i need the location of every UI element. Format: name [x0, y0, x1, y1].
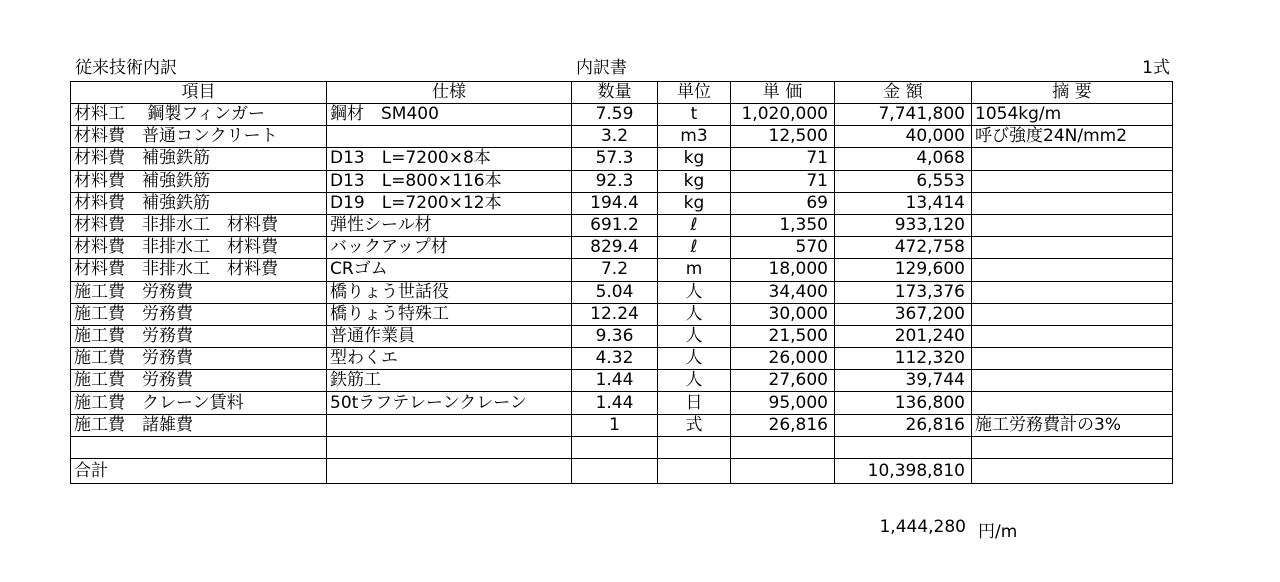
cell-quantity: 691.2 — [572, 214, 658, 236]
cell-unit-price: 26,000 — [731, 348, 835, 370]
cell-amount: 26,816 — [835, 414, 972, 436]
cell-quantity: 92.3 — [572, 170, 658, 192]
cell-amount: 472,758 — [835, 237, 972, 259]
table-row — [71, 126, 1173, 148]
cell-unit-price: 71 — [731, 170, 835, 192]
cell-unit-price: 69 — [731, 192, 835, 214]
cell-unit: 式 — [658, 414, 731, 436]
table-row — [71, 392, 1173, 414]
table-row — [71, 170, 1173, 192]
cell-unit: kg — [658, 170, 731, 192]
cell-note — [972, 281, 1173, 303]
cell-spec: 橋りょう特殊工 — [327, 303, 572, 325]
cell-amount: 4,068 — [835, 148, 972, 170]
cell-amount: 933,120 — [835, 214, 972, 236]
cell-quantity: 57.3 — [572, 148, 658, 170]
table-row — [71, 325, 1173, 347]
cell-note — [972, 392, 1173, 414]
cell-item: 材料費 補強鉄筋 — [71, 192, 327, 214]
cell-spec: 50tラフテレーンクレーン — [327, 392, 572, 414]
table-row — [71, 303, 1173, 325]
cell-note: 呼び強度24N/mm2 — [972, 126, 1173, 148]
cell-spec: 鋼材 SM400 — [327, 104, 572, 126]
table-row — [71, 104, 1173, 126]
cell-unit-price: 27,600 — [731, 370, 835, 392]
cell-spec: 型わくエ — [327, 348, 572, 370]
cell-unit-price — [731, 459, 835, 484]
cell-unit-price: 1,020,000 — [731, 104, 835, 126]
cell-unit: ℓ — [658, 214, 731, 236]
cell-quantity: 7.2 — [572, 259, 658, 281]
cell-unit: 人 — [658, 348, 731, 370]
cell-note — [972, 148, 1173, 170]
cell-amount: 136,800 — [835, 392, 972, 414]
table-row — [71, 214, 1173, 236]
cell-unit: 人 — [658, 281, 731, 303]
table-row — [71, 148, 1173, 170]
cell-item: 合計 — [71, 459, 327, 484]
cell-spec: D19 L=7200×12本 — [327, 192, 572, 214]
cell-unit-price: 1,350 — [731, 214, 835, 236]
column-header-unit-price: 単 価 — [731, 82, 835, 104]
cell-note — [972, 259, 1173, 281]
cell-quantity: 829.4 — [572, 237, 658, 259]
cell-spec: 弾性シール材 — [327, 214, 572, 236]
column-header-spec: 仕様 — [327, 82, 572, 104]
cell-unit-price: 95,000 — [731, 392, 835, 414]
cell-spec: D13 L=800×116本 — [327, 170, 572, 192]
cell-item: 施工費 労務費 — [71, 370, 327, 392]
cell-amount: 10,398,810 — [835, 459, 972, 484]
cell-item: 材料費 補強鉄筋 — [71, 148, 327, 170]
cell-unit: ℓ — [658, 237, 731, 259]
column-header-amount: 金 額 — [835, 82, 972, 104]
cell-amount: 112,320 — [835, 348, 972, 370]
cell-item — [71, 436, 327, 458]
per-meter-unit: 円/m — [978, 522, 1018, 542]
cell-quantity: 12.24 — [572, 303, 658, 325]
table-row — [71, 436, 1173, 458]
cell-unit-price: 570 — [731, 237, 835, 259]
cell-spec: バックアップ材 — [327, 237, 572, 259]
cell-note — [972, 459, 1173, 484]
cell-unit: t — [658, 104, 731, 126]
cell-note — [972, 214, 1173, 236]
cell-note — [972, 170, 1173, 192]
cell-unit: kg — [658, 192, 731, 214]
table-row — [71, 414, 1173, 436]
cell-unit-price: 12,500 — [731, 126, 835, 148]
cell-unit-price: 71 — [731, 148, 835, 170]
cell-note: 1054kg/m — [972, 104, 1173, 126]
cell-spec — [327, 414, 572, 436]
cell-spec: 普通作業員 — [327, 325, 572, 347]
cell-unit-price: 26,816 — [731, 414, 835, 436]
cell-item: 材料費 非排水工 材料費 — [71, 259, 327, 281]
cell-spec: D13 L=7200×8本 — [327, 148, 572, 170]
cell-unit-price — [731, 436, 835, 458]
table-row — [71, 237, 1173, 259]
cell-quantity: 9.36 — [572, 325, 658, 347]
cell-amount: 129,600 — [835, 259, 972, 281]
cell-item: 材料費 非排水工 材料費 — [71, 214, 327, 236]
cell-amount: 40,000 — [835, 126, 972, 148]
cell-item: 材料費 普通コンクリート — [71, 126, 327, 148]
total-row — [71, 459, 1173, 484]
per-meter-amount: 1,444,280 — [879, 517, 966, 537]
cell-spec: 鉄筋工 — [327, 370, 572, 392]
cell-unit: 日 — [658, 392, 731, 414]
cell-item: 施工費 労務費 — [71, 348, 327, 370]
cell-spec: 橋りょう世話役 — [327, 281, 572, 303]
cell-item: 材料費 補強鉄筋 — [71, 170, 327, 192]
cell-item: 施工費 クレーン賃料 — [71, 392, 327, 414]
cell-quantity — [572, 459, 658, 484]
cell-unit-price: 34,400 — [731, 281, 835, 303]
cell-amount: 201,240 — [835, 325, 972, 347]
cell-note — [972, 436, 1173, 458]
column-header-item: 項目 — [71, 82, 327, 104]
cell-amount: 13,414 — [835, 192, 972, 214]
column-header-note: 摘 要 — [972, 82, 1173, 104]
cell-amount: 6,553 — [835, 170, 972, 192]
table-row — [71, 192, 1173, 214]
cell-amount: 367,200 — [835, 303, 972, 325]
cell-amount: 39,744 — [835, 370, 972, 392]
cell-quantity: 5.04 — [572, 281, 658, 303]
cell-unit — [658, 459, 731, 484]
cell-unit-price: 21,500 — [731, 325, 835, 347]
cell-unit: 人 — [658, 325, 731, 347]
cell-note: 施工労務費計の3% — [972, 414, 1173, 436]
cell-unit: 人 — [658, 303, 731, 325]
cell-quantity — [572, 436, 658, 458]
cell-note — [972, 325, 1173, 347]
cell-quantity: 4.32 — [572, 348, 658, 370]
cell-item: 材料費 非排水工 材料費 — [71, 237, 327, 259]
cell-unit — [658, 436, 731, 458]
cell-note — [972, 370, 1173, 392]
cell-note — [972, 348, 1173, 370]
cell-quantity: 194.4 — [572, 192, 658, 214]
cell-unit: 人 — [658, 370, 731, 392]
cell-note — [972, 303, 1173, 325]
cell-amount: 7,741,800 — [835, 104, 972, 126]
cell-quantity: 1.44 — [572, 370, 658, 392]
column-header-quantity: 数量 — [572, 82, 658, 104]
cell-unit: m3 — [658, 126, 731, 148]
cell-item: 施工費 労務費 — [71, 281, 327, 303]
cell-amount — [835, 436, 972, 458]
cell-unit-price: 30,000 — [731, 303, 835, 325]
cell-unit-price: 18,000 — [731, 259, 835, 281]
cell-unit: m — [658, 259, 731, 281]
cell-item: 施工費 労務費 — [71, 325, 327, 347]
table-row — [71, 259, 1173, 281]
cell-quantity: 1.44 — [572, 392, 658, 414]
breakdown-table — [70, 81, 1173, 484]
table-row — [71, 348, 1173, 370]
quantity-label: 1式 — [1142, 58, 1170, 78]
cell-note — [972, 237, 1173, 259]
cell-item: 施工費 労務費 — [71, 303, 327, 325]
cell-unit: kg — [658, 148, 731, 170]
cell-spec: CRゴム — [327, 259, 572, 281]
cell-amount: 173,376 — [835, 281, 972, 303]
cell-quantity: 1 — [572, 414, 658, 436]
cell-item: 施工費 諸雑費 — [71, 414, 327, 436]
document-title: 従来技術内訳 — [75, 58, 177, 78]
cell-quantity: 7.59 — [572, 104, 658, 126]
cell-note — [972, 192, 1173, 214]
table-header-row — [71, 82, 1173, 104]
cell-quantity: 3.2 — [572, 126, 658, 148]
cell-spec — [327, 459, 572, 484]
table-row — [71, 370, 1173, 392]
sheet-title: 内訳書 — [576, 58, 627, 78]
cell-spec — [327, 436, 572, 458]
cell-spec — [327, 126, 572, 148]
table-row — [71, 281, 1173, 303]
column-header-unit: 単位 — [658, 82, 731, 104]
cell-item: 材料工 鋼製フィンガー — [71, 104, 327, 126]
